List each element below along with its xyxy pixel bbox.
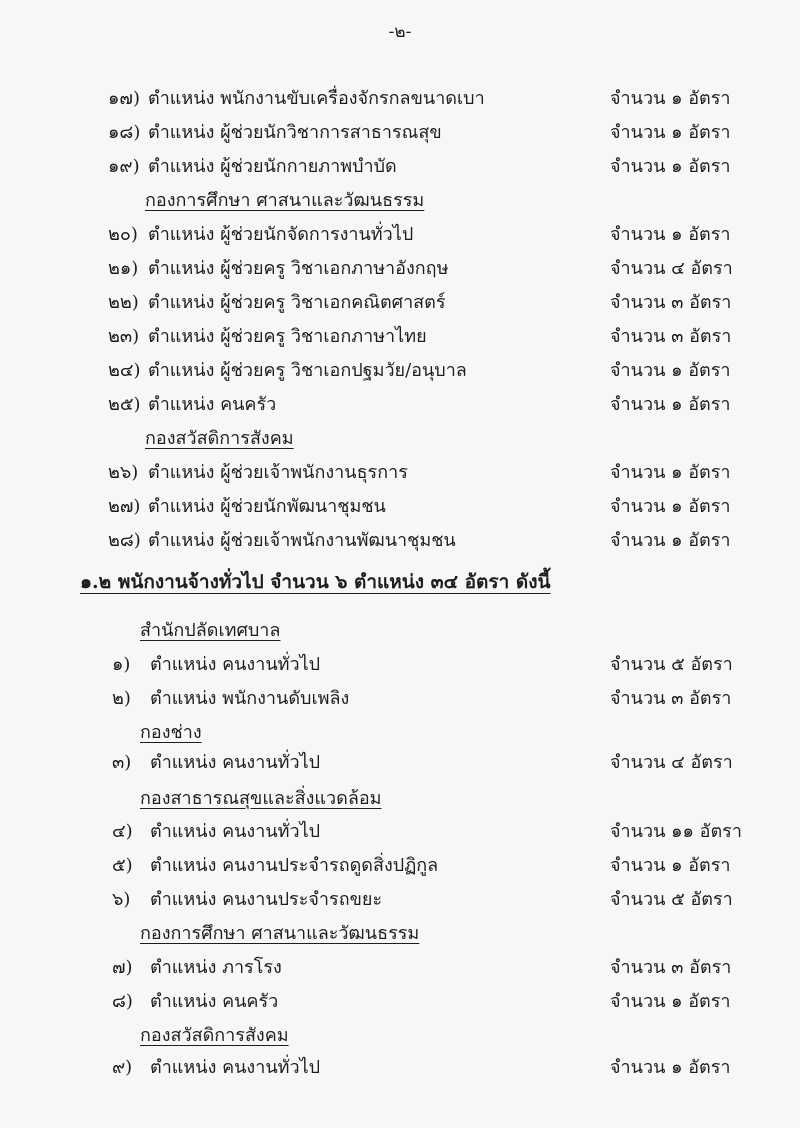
position-quantity: จำนวน ๕ อัตรา (610, 654, 733, 675)
position-title: ตำแหน่ง ผู้ช่วยครู วิชาเอกคณิตศาสตร์ (148, 292, 446, 313)
position-title: ตำแหน่ง ผู้ช่วยนักพัฒนาชุมชน (148, 496, 386, 517)
row-number: ๖) (112, 889, 131, 910)
position-title: ตำแหน่ง คนงานทั่วไป (150, 752, 321, 773)
position-title: ตำแหน่ง คนงานทั่วไป (150, 821, 321, 842)
position-title: ตำแหน่ง ผู้ช่วยเจ้าพนักงานพัฒนาชุมชน (148, 530, 456, 551)
position-quantity: จำนวน ๑ อัตรา (610, 360, 731, 381)
position-quantity: จำนวน ๑ อัตรา (610, 462, 731, 483)
row-number: ๒๖) (108, 462, 139, 483)
position-quantity: จำนวน ๑ อัตรา (610, 394, 731, 415)
page-number: -๒- (388, 22, 412, 42)
position-quantity: จำนวน ๔ อัตรา (610, 258, 733, 279)
position-quantity: จำนวน ๑ อัตรา (610, 156, 731, 177)
row-number: ๓) (112, 752, 132, 773)
position-quantity: จำนวน ๔ อัตรา (610, 752, 733, 773)
row-number: ๑๗) (108, 88, 140, 109)
position-title: ตำแหน่ง ผู้ช่วยนักกายภาพบำบัด (148, 156, 397, 177)
row-number: ๕) (112, 855, 133, 876)
position-quantity: จำนวน ๓ อัตรา (610, 957, 732, 978)
position-quantity: จำนวน ๑ อัตรา (610, 991, 731, 1012)
position-quantity: จำนวน ๑ อัตรา (610, 530, 731, 551)
position-quantity: จำนวน ๕ อัตรา (610, 889, 733, 910)
row-number: ๔) (112, 821, 133, 842)
position-title: ตำแหน่ง ผู้ช่วยเจ้าพนักงานธุรการ (148, 462, 408, 483)
position-title: ตำแหน่ง คนงานประจำรถดูดสิ่งปฏิกูล (150, 855, 439, 876)
row-number: ๑) (112, 654, 131, 675)
department-heading: กองการศึกษา ศาสนาและวัฒนธรรม (145, 190, 425, 211)
position-quantity: จำนวน ๓ อัตรา (610, 292, 732, 313)
position-title: ตำแหน่ง ผู้ช่วยนักวิชาการสาธารณสุข (148, 122, 442, 143)
department-heading: กองสาธารณสุขและสิ่งแวดล้อม (140, 788, 382, 809)
section-title: ๑.๒ พนักงานจ้างทั่วไป จำนวน ๖ ตำแหน่ง ๓๔ อัตรา ดังนี้ (80, 571, 551, 593)
department-heading: กองสวัสดิการสังคม (145, 428, 294, 449)
position-quantity: จำนวน ๑ อัตรา (610, 88, 731, 109)
department-heading: กองการศึกษา ศาสนาและวัฒนธรรม (140, 923, 420, 944)
position-title: ตำแหน่ง ภารโรง (150, 957, 282, 978)
position-title: ตำแหน่ง คนงานประจำรถขยะ (150, 889, 383, 910)
position-quantity: จำนวน ๑ อัตรา (610, 855, 731, 876)
position-title: ตำแหน่ง พนักงานขับเครื่องจักรกลขนาดเบา (148, 88, 485, 109)
row-number: ๒) (112, 688, 131, 709)
row-number: ๒๑) (108, 258, 139, 279)
row-number: ๒๓) (108, 326, 140, 347)
department-heading: กองสวัสดิการสังคม (140, 1025, 289, 1046)
position-quantity: จำนวน ๓ อัตรา (610, 688, 732, 709)
row-number: ๑๙) (108, 156, 140, 177)
position-title: ตำแหน่ง ผู้ช่วยครู วิชาเอกภาษาไทย (148, 326, 427, 347)
position-title: ตำแหน่ง พนักงานดับเพลิง (150, 688, 350, 709)
position-title: ตำแหน่ง คนงานทั่วไป (150, 654, 321, 675)
row-number: ๗) (112, 957, 133, 978)
position-title: ตำแหน่ง คนครัว (148, 394, 277, 415)
position-quantity: จำนวน ๑ อัตรา (610, 122, 731, 143)
position-quantity: จำนวน ๓ อัตรา (610, 326, 732, 347)
position-quantity: จำนวน ๑ อัตรา (610, 224, 731, 245)
row-number: ๒๒) (108, 292, 139, 313)
position-quantity: จำนวน ๑ อัตรา (610, 496, 731, 517)
row-number: ๙) (112, 1057, 133, 1078)
position-title: ตำแหน่ง ผู้ช่วยครู วิชาเอกปฐมวัย/อนุบาล (148, 360, 467, 381)
position-quantity: จำนวน ๑ อัตรา (610, 1057, 731, 1078)
row-number: ๒๕) (108, 394, 141, 415)
position-quantity: จำนวน ๑๑ อัตรา (610, 821, 742, 842)
position-title: ตำแหน่ง ผู้ช่วยนักจัดการงานทั่วไป (148, 224, 414, 245)
row-number: ๒๐) (108, 224, 138, 245)
position-title: ตำแหน่ง คนครัว (150, 991, 279, 1012)
position-title: ตำแหน่ง คนงานทั่วไป (150, 1057, 321, 1078)
row-number: ๑๘) (108, 122, 141, 143)
row-number: ๒๘) (108, 530, 141, 551)
row-number: ๒๗) (108, 496, 141, 517)
department-heading: กองช่าง (140, 722, 202, 743)
row-number: ๘) (112, 991, 133, 1012)
department-heading: สำนักปลัดเทศบาล (140, 620, 281, 641)
position-title: ตำแหน่ง ผู้ช่วยครู วิชาเอกภาษาอังกฤษ (148, 258, 449, 279)
row-number: ๒๔) (108, 360, 141, 381)
